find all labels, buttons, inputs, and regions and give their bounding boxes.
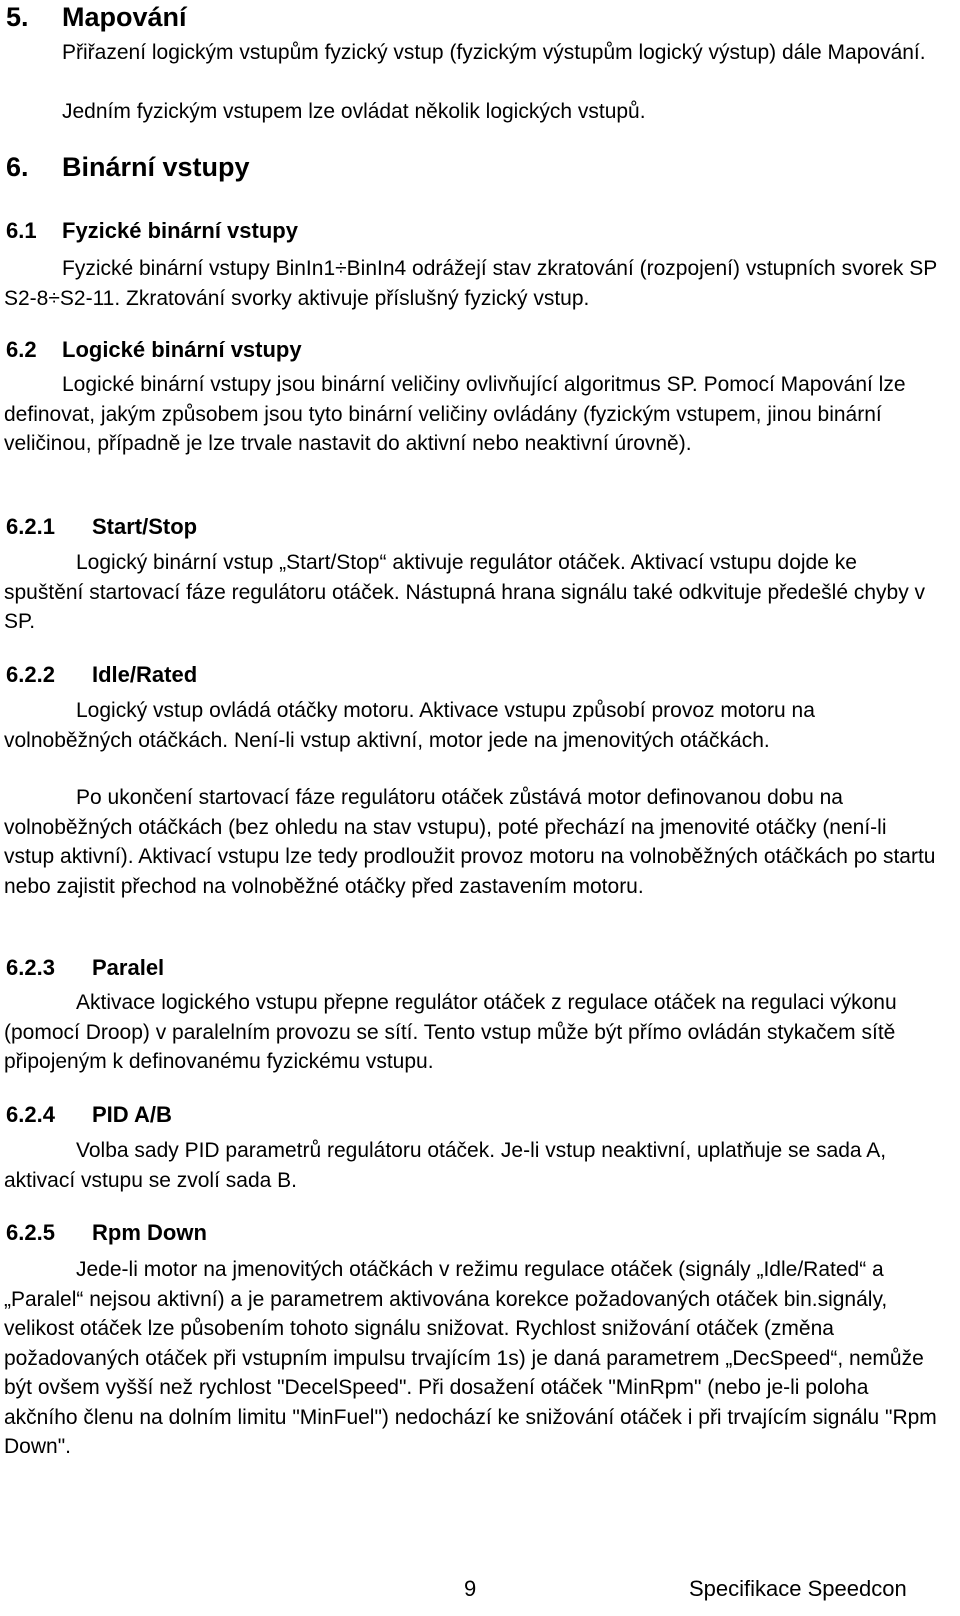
paragraph-text: Přiřazení logickým vstupům fyzický vstup (fyzickým výstupům logický výstup) dále Mapování.	[62, 41, 926, 64]
paragraph-text: Po ukončení startovací fáze regulátoru otáček zůstává motor definovanou dobu na volnoběžných otáčkách (bez ohledu na stav vstupu), poté přechází na jmenovité otáčky (není-li vstup aktivní). Aktivací vstupu lze tedy prodloužit provoz motoru na volnoběžných otáčkách po startu nebo zajistit přechod na volnoběžné otáčky před zastavením motoru.	[4, 786, 936, 898]
paragraph-text: Volba sady PID parametrů regulátoru otáček. Je-li vstup neaktivní, uplatňuje se sada A, aktivací vstupu se zvolí sada B.	[4, 1139, 887, 1192]
paragraph	[4, 548, 940, 637]
paragraph-text: Jedním fyzickým vstupem lze ovládat několik logických vstupů.	[62, 100, 646, 123]
page-number: 9	[464, 1576, 477, 1601]
section-title: PID A/B	[92, 1102, 172, 1127]
section-number: 6.2.4	[6, 1102, 55, 1127]
section-title: Mapování	[62, 2, 187, 32]
section-heading-6-2	[6, 337, 302, 363]
paragraph	[4, 97, 940, 127]
section-number: 6.2.2	[6, 662, 55, 687]
section-heading-6-2-2	[6, 662, 198, 688]
paragraph	[4, 696, 940, 755]
section-title: Binární vstupy	[62, 152, 250, 182]
section-title: Fyzické binární vstupy	[62, 218, 298, 243]
paragraph-text: Aktivace logického vstupu přepne regulátor otáček z regulace otáček na regulaci výkonu (pomocí Droop) v paralelním provozu se sítí. Tento vstup může být přímo ovládán stykačem sítě připojeným k definovanému fyzickému vstupu.	[4, 991, 897, 1073]
section-number: 5.	[6, 2, 29, 32]
section-title: Rpm Down	[92, 1220, 207, 1245]
section-number: 6.2	[6, 337, 37, 362]
paragraph-text: Jede-li motor na jmenovitých otáčkách v režimu regulace otáček (signály „Idle/Rated“ a „Paralel“ nejsou aktivní) a je parametrem aktivována korekce požadovaných otáček bin.signály, velikost otáček lze působením tohoto signálu snižovat. Rychlost snižování otáček (změna požadovaných otáček při vstupním impulsu trvajícím 1s) je daná parametrem „DecSpeed“, nemůže být ovšem vyšší než rychlost "DecelSpeed". Při dosažení otáček "MinRpm" (nebo je-li poloha akčního členu na dolním limitu "MinFuel") nedochází ke snižování otáček i při trvajícím signálu "Rpm Down".	[4, 1258, 937, 1458]
section-heading-6-2-3	[6, 955, 165, 981]
section-heading-6	[6, 152, 250, 182]
section-number: 6.2.5	[6, 1220, 55, 1245]
paragraph-text: Logický vstup ovládá otáčky motoru. Aktivace vstupu způsobí provoz motoru na volnoběžných otáčkách. Není-li vstup aktivní, motor jede na jmenovitých otáčkách.	[4, 699, 815, 752]
paragraph	[4, 370, 940, 459]
section-heading-6-1	[6, 218, 298, 244]
section-title: Paralel	[92, 955, 165, 980]
section-number: 6.	[6, 152, 29, 182]
paragraph	[4, 38, 934, 68]
paragraph	[4, 988, 940, 1077]
section-heading-6-2-5	[6, 1220, 207, 1246]
section-number: 6.1	[6, 218, 37, 243]
paragraph	[4, 1136, 940, 1195]
section-number: 6.2.3	[6, 955, 55, 980]
section-heading-5	[6, 2, 187, 32]
section-number: 6.2.1	[6, 514, 55, 539]
section-title: Idle/Rated	[92, 662, 198, 687]
paragraph	[4, 783, 940, 901]
footer-document-title: Specifikace Speedcon	[689, 1576, 907, 1601]
section-heading-6-2-4	[6, 1102, 172, 1128]
paragraph-text: Logické binární vstupy jsou binární veličiny ovlivňující algoritmus SP. Pomocí Mapování lze definovat, jakým způsobem jsou tyto binární veličiny ovládány (fyzickým vstupem, jinou binární veličinou, případně je lze trvale nastavit do aktivní nebo neaktivní úrovně).	[4, 373, 906, 455]
section-heading-6-2-1	[6, 514, 198, 540]
section-title: Start/Stop	[92, 514, 198, 539]
paragraph	[4, 1255, 940, 1462]
section-title: Logické binární vstupy	[62, 337, 302, 362]
paragraph-text: Fyzické binární vstupy BinIn1÷BinIn4 odrážejí stav zkratování (rozpojení) vstupních svorek SP S2-8÷S2-11. Zkratování svorky aktivuje příslušný fyzický vstup.	[4, 257, 937, 310]
paragraph-text: Logický binární vstup „Start/Stop“ aktivuje regulátor otáček. Aktivací vstupu dojde ke spuštění startovací fáze regulátoru otáček. Nástupná hrana signálu také odkvituje předešlé chyby v SP.	[4, 551, 926, 633]
paragraph	[4, 254, 940, 313]
